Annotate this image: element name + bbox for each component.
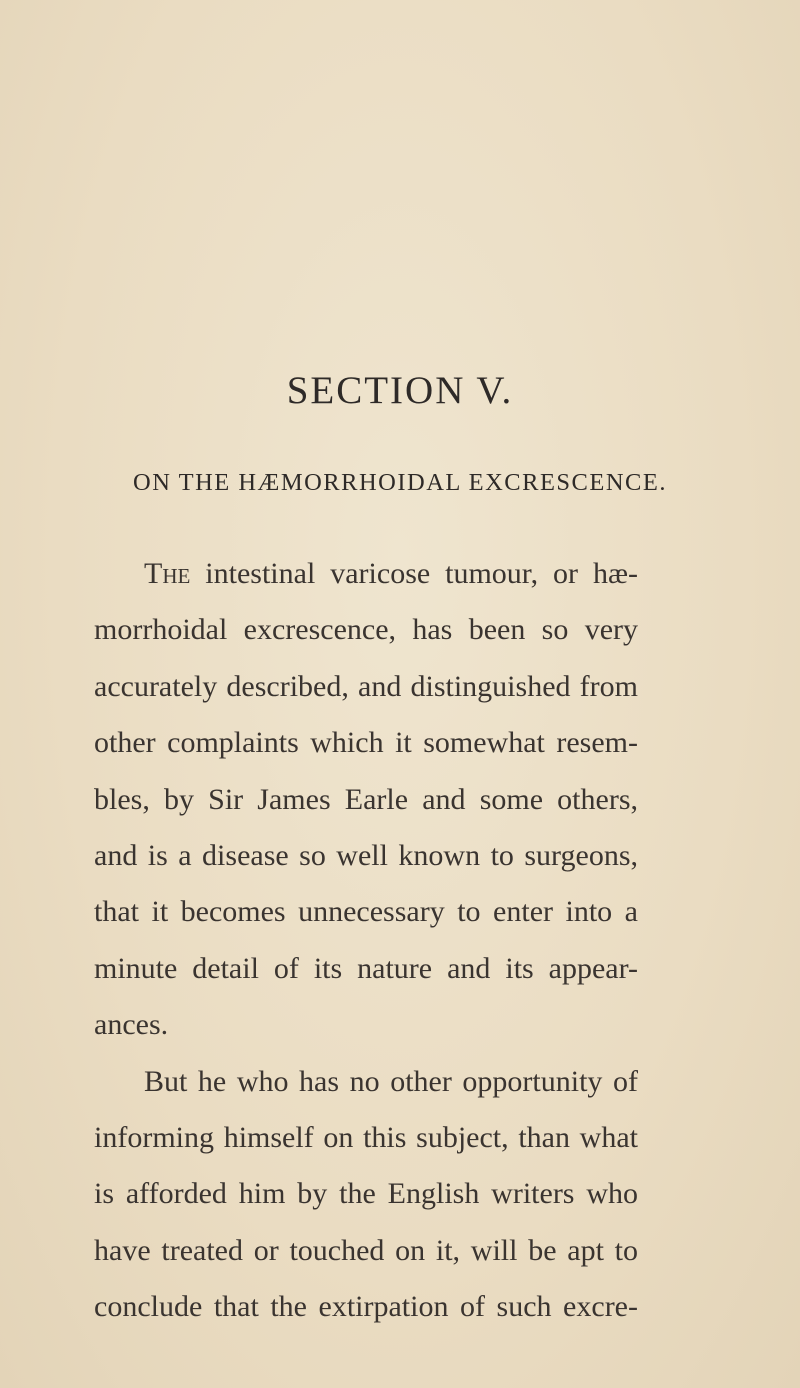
text-line: have treated or touched on it, will be apt to bbox=[94, 1233, 638, 1267]
section-subheading: ON THE HÆMORRHOIDAL EXCRESCENCE. bbox=[133, 469, 667, 496]
section-heading: SECTION V. bbox=[286, 369, 514, 412]
text-line: conclude that the extirpation of such excre- bbox=[94, 1290, 638, 1324]
text-line: minute detail of its nature and its appear- bbox=[94, 951, 638, 985]
text-line: that it becomes unnecessary to enter into a bbox=[94, 895, 638, 929]
text-line: ances. bbox=[94, 1008, 169, 1042]
text-line: other complaints which it somewhat resem- bbox=[94, 726, 638, 760]
text-line: morrhoidal excrescence, has been so very bbox=[94, 613, 638, 647]
paragraph-1 bbox=[94, 546, 638, 1054]
text-line: But he who has no other opportunity of bbox=[144, 1064, 638, 1098]
text-line: accurately described, and distinguished from bbox=[94, 669, 638, 703]
body-text bbox=[94, 546, 638, 1335]
text-line: and is a disease so well known to surgeons, bbox=[94, 838, 638, 872]
paragraph-2 bbox=[94, 1054, 638, 1336]
text-line: is afforded him by the English writers who bbox=[94, 1177, 638, 1211]
text-line: The intestinal varicose tumour, or hæ- bbox=[144, 557, 638, 590]
text-line: bles, by Sir James Earle and some others, bbox=[94, 782, 638, 816]
text-line: informing himself on this subject, than what bbox=[94, 1120, 638, 1154]
drop-word: The bbox=[144, 557, 191, 590]
